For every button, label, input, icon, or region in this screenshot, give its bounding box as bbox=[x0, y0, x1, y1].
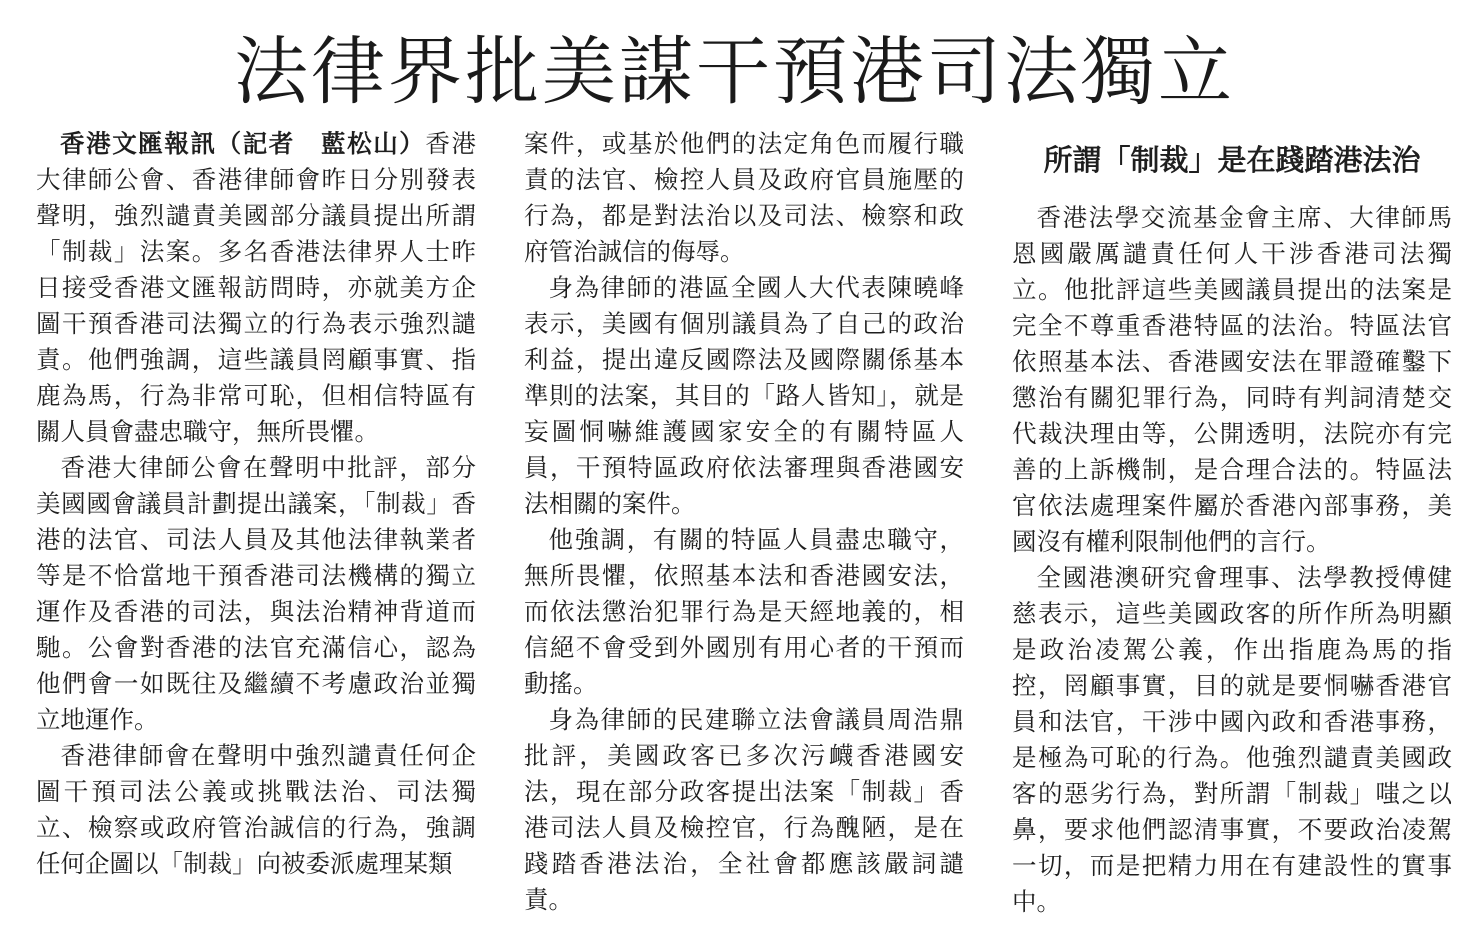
article-column-3 bbox=[1012, 126, 1452, 920]
paragraph: 身為律師的港區全國人大代表陳曉峰表示，美國有個別議員為了自己的政治利益，提出違反國際法及國際關係基本準則的法案，其目的「路人皆知」，就是妄圖恫嚇維護國家安全的有關特區人員，干預特區政府依法審理與香港國安法相關的案件。 bbox=[524, 273, 964, 518]
paragraph-text: 香港大律師公會、香港律師會昨日分別發表聲明，強烈譴責美國部分議員提出所謂「制裁」法案。多名香港法律界人士昨日接受香港文匯報訪問時，亦就美方企圖干預香港司法獨立的行為表示強烈譴責。他們強調，這些議員罔顧事實、指鹿為馬，行為非常可恥，但相信特區有關人員會盡忠職守，無所畏懼。 bbox=[36, 129, 477, 446]
paragraph: 他強調，有關的特區人員盡忠職守，無所畏懼，依照基本法和香港國安法，而依法懲治犯罪行為是天經地義的，相信絕不會受到外國別有用心者的干預而動搖。 bbox=[524, 525, 964, 698]
byline: 香港文匯報訊（記者 藍松山） bbox=[60, 129, 426, 158]
subheading: 所謂「制裁」是在踐踏港法治 bbox=[1043, 143, 1421, 177]
article-column-2 bbox=[524, 126, 964, 918]
paragraph: 身為律師的民建聯立法會議員周浩鼎批評，美國政客已多次污衊香港國安法，現在部分政客提出法案「制裁」香港司法人員及檢控官，行為醜陋，是在踐踏香港法治，全社會都應該嚴詞譴責。 bbox=[524, 705, 964, 914]
paragraph: 案件，或基於他們的法定角色而履行職責的法官、檢控人員及政府官員施壓的行為，都是對法治以及司法、檢察和政府管治誠信的侮辱。 bbox=[524, 129, 964, 266]
paragraph: 全國港澳研究會理事、法學教授傅健慈表示，這些美國政客的所作所為明顯是政治凌駕公義，作出指鹿為馬的指控，罔顧事實，目的就是要恫嚇香港官員和法官，干涉中國內政和香港事務，是極為可恥的行為。他強烈譴責美國政客的惡劣行為，對所謂「制裁」嗤之以鼻，要求他們認清事實，不要政治凌駕一切，而是把精力用在有建設性的實事中。 bbox=[1012, 563, 1452, 916]
paragraph: 香港大律師公會在聲明中批評，部分美國國會議員計劃提出議案，「制裁」香港的法官、司法人員及其他法律執業者等是不恰當地干預香港司法機構的獨立運作及香港的司法，與法治精神背道而馳。公會對香港的法官充滿信心，認為他們會一如既往及繼續不考慮政治並獨立地運作。 bbox=[36, 453, 476, 734]
paragraph: 香港法學交流基金會主席、大律師馬恩國嚴厲譴責任何人干涉香港司法獨立。他批評這些美國議員提出的法案是完全不尊重香港特區的法治。特區法官依照基本法、香港國安法在罪證確鑿下懲治有關犯罪行為，同時有判詞清楚交代裁決理由等，公開透明，法院亦有完善的上訴機制，是合理合法的。特區法官依法處理案件屬於香港內部事務，美國沒有權利限制他們的言行。 bbox=[1012, 203, 1452, 556]
paragraph bbox=[36, 126, 476, 450]
headline: 法律界批美謀干預港司法獨立 bbox=[234, 29, 1235, 115]
article-column-1 bbox=[36, 126, 476, 882]
paragraph: 香港律師會在聲明中強烈譴責任何企圖干預司法公義或挑戰法治、司法獨立、檢察或政府管治誠信的行為，強調任何企圖以「制裁」向被委派處理某類 bbox=[36, 741, 476, 878]
